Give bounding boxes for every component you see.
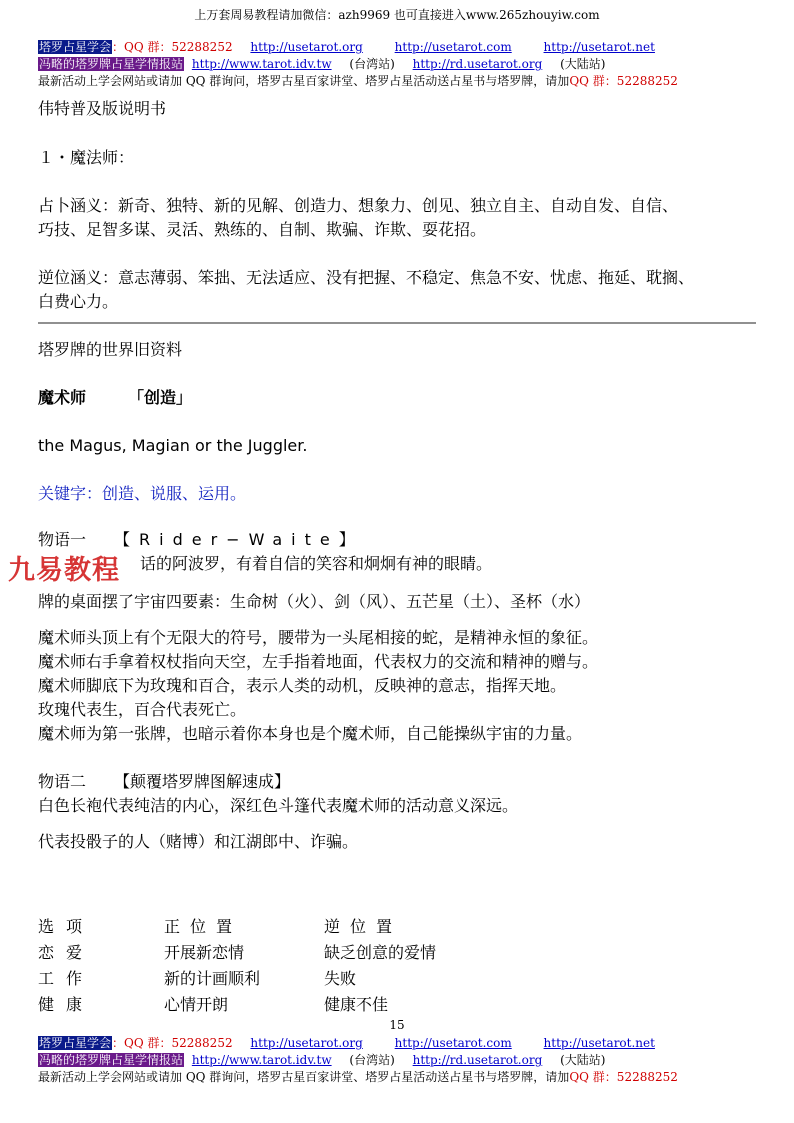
table-cell-reversed: 健康不佳 [324,995,389,1014]
table-cell-upright: 开展新恋情 [164,943,245,962]
story2-heading [38,770,290,794]
story1-para-4: 玫瑰代表生，百合代表死亡。 [38,700,247,719]
link-usetarot-net[interactable]: http://usetarot.net [543,1036,655,1050]
story1-para-2: 魔术师右手拿着权杖指向天空，左手指着地面，代表权力的交流和精神的赠与。 [38,652,599,671]
keywords: 关键字：创造、说服、运用。 [38,484,247,503]
footer-line-3 [38,1069,678,1086]
news-badge[interactable]: 冯略的塔罗牌占星学情报站 [39,1053,184,1067]
table-row [38,992,518,1018]
link-rd-usetarot[interactable]: http://rd.usetarot.org [412,57,543,71]
table-header-upright: 正位置 [164,917,243,936]
magus-heading [38,386,192,410]
section-title: 塔罗牌的世界旧资料 [38,340,183,359]
header-notice: 最新活动上学会网站或请加 QQ 群询问，塔罗古星百家讲堂、塔罗占星活动送占星书与塔罗牌，请加 [38,74,570,88]
table-row [38,940,518,966]
link-usetarot-org[interactable]: http://usetarot.org [250,1036,363,1050]
meaning-reversed-2: 白费心力。 [38,292,119,311]
link-tarot-idv[interactable]: http://www.tarot.idv.tw [191,57,332,71]
magus-subtitle: 「创造」 [128,388,193,407]
story2-line2: 代表投骰子的人（赌博）和江湖郎中、诈骗。 [38,832,359,851]
story2-line1: 白色长袍代表纯洁的内心，深红色斗篷代表魔术师的活动意义深远。 [38,796,519,815]
link-usetarot-com[interactable]: http://usetarot.com [394,1036,512,1050]
story1-title: 【Rider−Waite】 [114,530,364,549]
tw-label: (台湾站) [349,57,395,71]
link-usetarot-com[interactable]: http://usetarot.com [394,40,512,54]
story1-para-1: 魔术师头顶上有个无限大的符号，腰带为一头尾相接的蛇，是精神永恒的象征。 [38,628,599,647]
magus-title: 魔术师 [38,388,87,407]
table-cell-reversed: 失败 [324,969,357,988]
divider [38,322,756,324]
table-cell-option: 健康 [38,995,95,1014]
story1-para-3: 魔术师脚底下为玫瑰和百合，表示人类的动机，反映神的意志，指挥天地。 [38,676,567,695]
table-cell-option: 工作 [38,969,95,988]
doc-title: 伟特普及版说明书 [38,99,167,118]
story1-line2: 牌的桌面摆了宇宙四要素：生命树（火）、剑（风）、五芒星（土）、圣杯（水） [38,592,591,611]
table-header-option: 选项 [38,917,95,936]
meaning-upright-2: 巧技、足智多谋、灵活、熟练的、自制、欺骗、诈欺、耍花招。 [38,220,487,239]
table-header-row [38,914,518,940]
story2-label: 物语二 [38,772,87,791]
story1-line1: 话的阿波罗，有着自信的笑容和炯炯有神的眼睛。 [140,554,493,573]
meaning-upright-1: 占卜涵义：新奇、独特、新的见解、创造力、想象力、创见、独立自主、自动自发、自信、 [38,196,679,215]
table-row [38,966,518,992]
qq-group: ：QQ 群：52288252 [112,40,233,54]
meaning-reversed-1: 逆位涵义：意志薄弱、笨拙、无法适应、没有把握、不稳定、焦急不安、忧虑、拖延、耽搁、 [38,268,695,287]
footer-notice: 最新活动上学会网站或请加 QQ 群询问，塔罗古星百家讲堂、塔罗占星活动送占星书与塔罗牌，请加 [38,1070,570,1084]
table-cell-option: 恋爱 [38,943,95,962]
footer-line-1 [38,1035,655,1052]
tw-label: (台湾站) [349,1053,395,1067]
link-rd-usetarot[interactable]: http://rd.usetarot.org [412,1053,543,1067]
position-table [38,914,518,1018]
table-header-reversed: 逆位置 [324,917,403,936]
link-tarot-idv[interactable]: http://www.tarot.idv.tw [191,1053,332,1067]
footer-line-2 [38,1052,605,1069]
table-cell-upright: 心情开朗 [164,995,229,1014]
header-notice-qq: QQ 群：52288252 [569,74,678,88]
card-name: １・魔法师： [38,148,135,167]
link-usetarot-net[interactable]: http://usetarot.net [543,40,655,54]
header-line-1 [38,39,655,56]
qq-group: ：QQ 群：52288252 [112,1036,233,1050]
society-badge[interactable]: 塔罗占星学会 [39,40,112,54]
news-badge[interactable]: 冯略的塔罗牌占星学情报站 [39,57,184,71]
top-note: 上万套周易教程请加微信：azh9969 也可直接进入www.265zhouyiw.com [194,8,600,22]
footer-notice-qq: QQ 群：52288252 [569,1070,678,1084]
cn-label: (大陆站) [560,1053,606,1067]
page-number: 15 [389,1018,405,1032]
header-line-3 [38,73,678,90]
story1-para-5: 魔术师为第一张牌，也暗示着你本身也是个魔术师，自己能操纵宇宙的力量。 [38,724,583,743]
english-name: the Magus, Magian or the Juggler. [38,436,308,455]
story2-title: 【颠覆塔罗牌图解速成】 [114,772,291,791]
link-usetarot-org[interactable]: http://usetarot.org [250,40,363,54]
table-cell-reversed: 缺乏创意的爱情 [324,943,437,962]
story1-label: 物语一 [38,530,87,549]
cn-label: (大陆站) [560,57,606,71]
table-cell-upright: 新的计画顺利 [164,969,261,988]
watermark: 九易教程 [8,555,120,586]
society-badge[interactable]: 塔罗占星学会 [39,1036,112,1050]
header-line-2 [38,56,605,73]
